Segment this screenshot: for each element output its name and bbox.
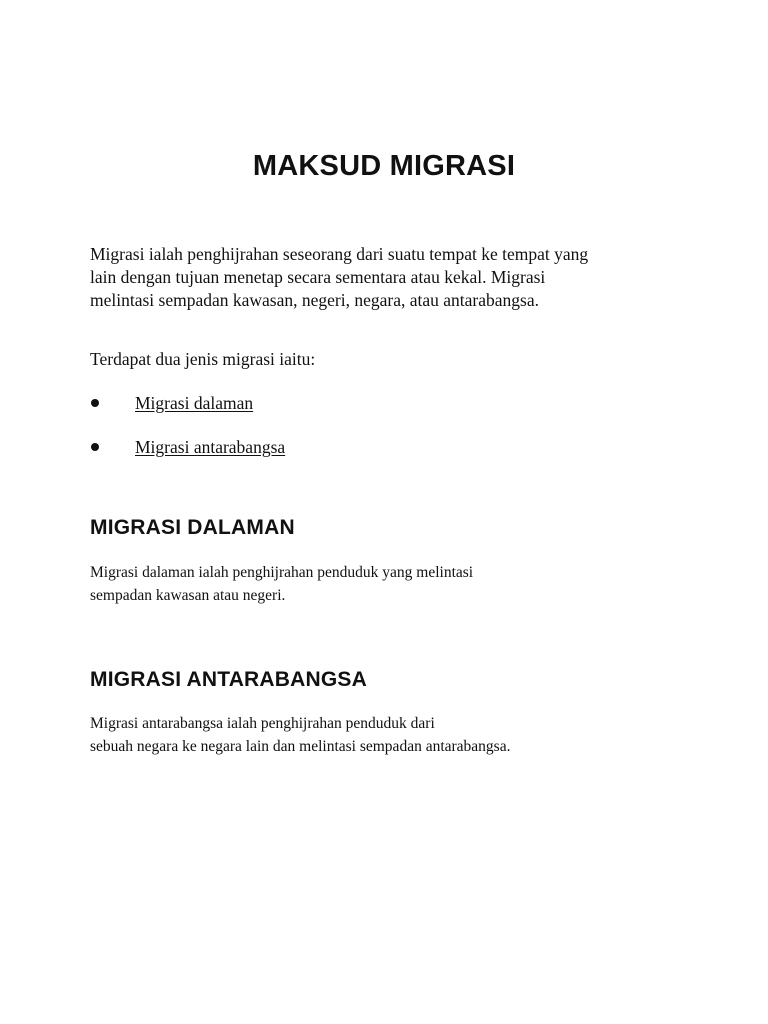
link-migrasi-dalaman[interactable]: Migrasi dalaman (135, 393, 254, 413)
section-body-dalaman (90, 561, 473, 607)
section-body-antarabangsa (90, 712, 510, 758)
intro-paragraph (90, 243, 680, 312)
bullet-icon (91, 399, 99, 407)
intro-line: melintasi sempadan kawasan, negeri, negara, atau antarabangsa. (90, 290, 539, 310)
list-lead-text: Terdapat dua jenis migrasi iaitu: (90, 349, 316, 369)
page-title: MAKSUD MIGRASI (252, 150, 516, 182)
section-heading-antarabangsa: MIGRASI ANTARABANGSA (90, 668, 367, 691)
body-line: Migrasi antarabangsa ialah penghijrahan penduduk dari (90, 715, 435, 732)
body-line: sebuah negara ke negara lain dan melintasi sempadan antarabangsa. (90, 738, 511, 755)
intro-line: lain dengan tujuan menetap secara sementara atau kekal. Migrasi (90, 267, 546, 287)
section-heading-dalaman: MIGRASI DALAMAN (90, 516, 295, 539)
body-line: sempadan kawasan atau negeri. (90, 587, 286, 604)
body-line: Migrasi dalaman ialah penghijrahan penduduk yang melintasi (90, 564, 474, 581)
bullet-icon (91, 443, 99, 451)
intro-line: Migrasi ialah penghijrahan seseorang dari suatu tempat ke tempat yang (90, 244, 589, 264)
link-migrasi-antarabangsa[interactable]: Migrasi antarabangsa (135, 437, 286, 457)
